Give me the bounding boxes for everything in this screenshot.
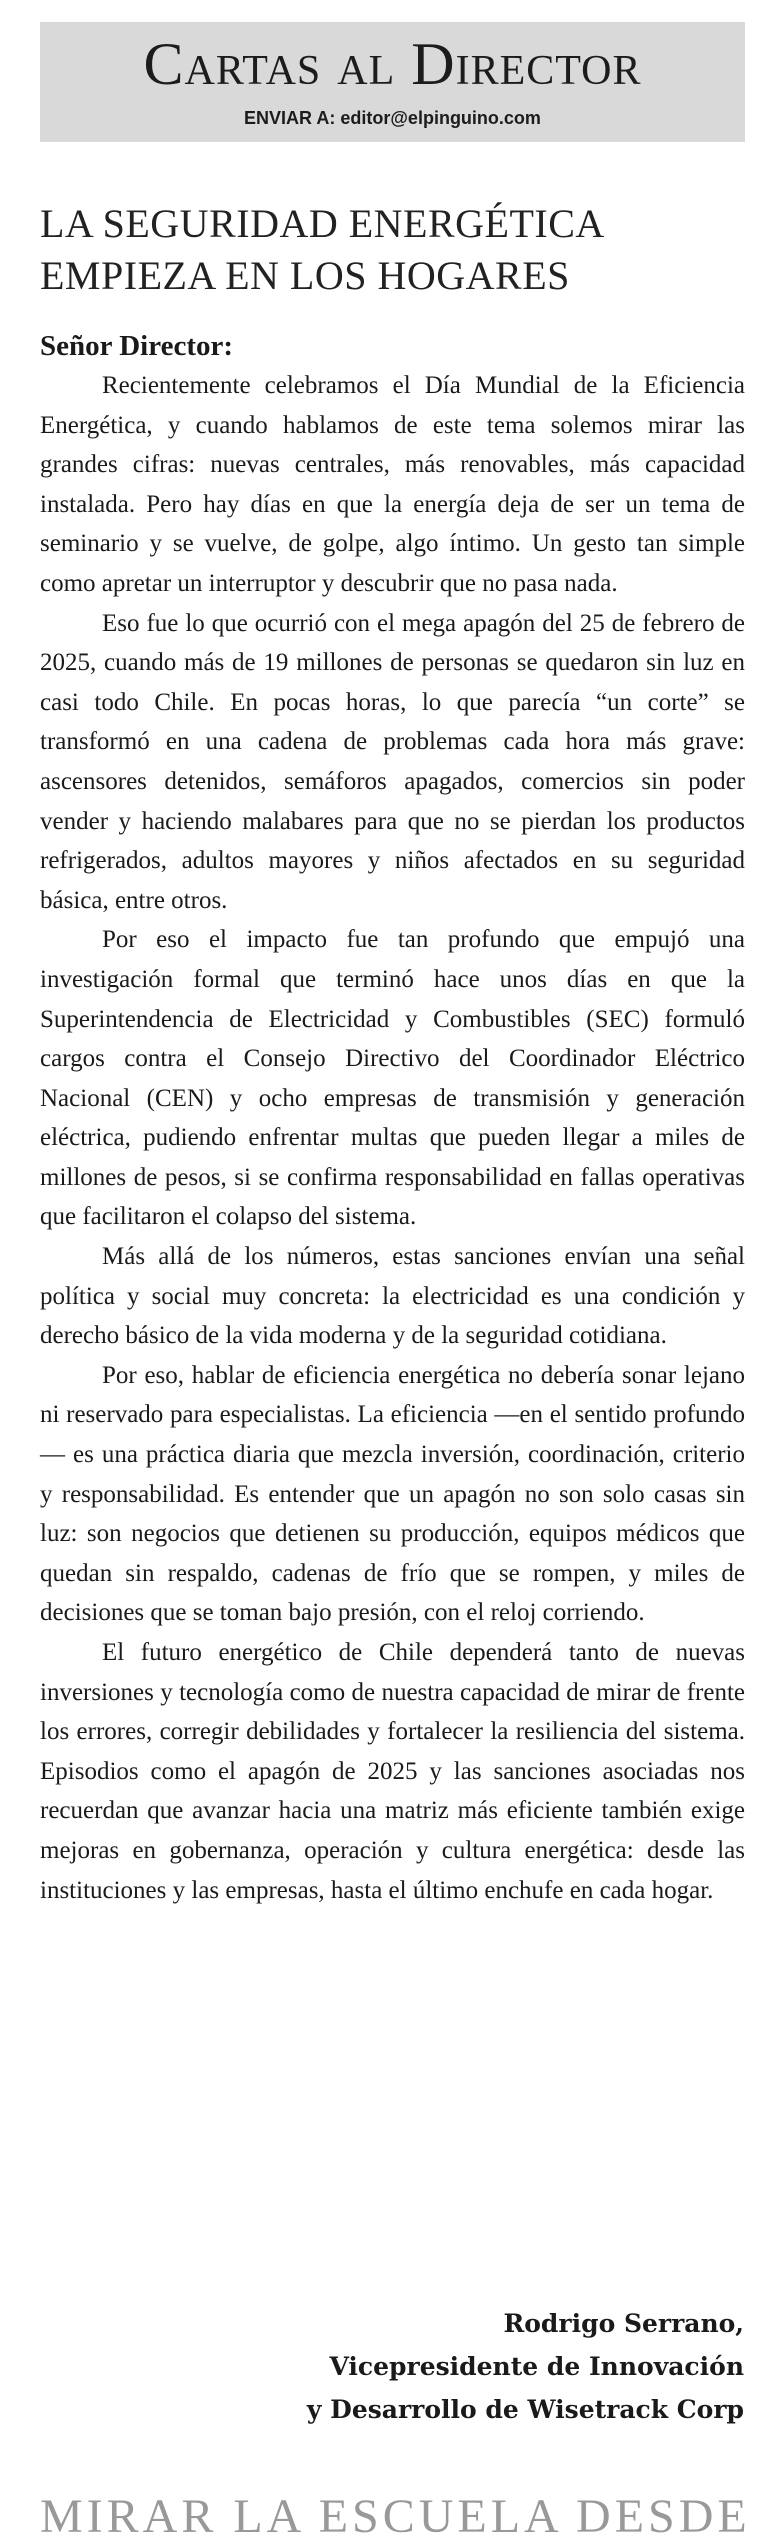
next-headline-text: MIRAR LA ESCUELA DESDE — [40, 2490, 751, 2543]
signature-role-line-2: y Desarrollo de Wisetrack Corp — [306, 2395, 744, 2424]
letter-title: LA SEGURIDAD ENERGÉTICA EMPIEZA EN LOS HOGARES — [40, 201, 603, 298]
paragraph: Por eso el impacto fue tan profundo que empujó una investigación formal que terminó hace unos días en que la Superintendencia de Electricidad y Combustibles (SEC) formuló cargos contra el Consejo Directivo del Coordinador Eléctrico Nacional (CEN) y ocho empresas de transmisión y generación eléctrica, pudiendo enfrentar multas que pueden llegar a miles de millones de pesos, si se confirma responsabilidad en fallas operativas que facilitaron el colapso del sistema. — [40, 926, 745, 1231]
paragraph: Más allá de los números, estas sanciones envían una señal política y social muy concreta: la electricidad es una condición y derecho básico de la vida moderna y de la seguridad cotidiana. — [40, 1243, 745, 1350]
signature — [307, 2302, 744, 2431]
paragraph: Por eso, hablar de eficiencia energética no debería sonar lejano ni reservado para especialistas. La eficiencia —en el sentido profundo— es una práctica diaria que mezcla inversión, coordinación, criterio y responsabilidad. Es entender que un apagón no son solo casas sin luz: son negocios que detienen su producción, equipos médicos que quedan sin respaldo, cadenas de frío que se rompen, y miles de decisiones que se toman bajo presión, con el reloj corriendo. — [40, 1361, 745, 1627]
paragraph: El futuro energético de Chile dependerá tanto de nuevas inversiones y tecnología como de nuestra capacidad de mirar de frente los errores, corregir debilidades y fortalecer la resiliencia del sistema. Episodios como el apagón de 2025 y las sanciones asociadas nos recuerdan que avanzar hacia una matriz más eficiente también exige mejoras en gobernanza, operación y cultura energética: desde las instituciones y las empresas, hasta el último enchufe en cada hogar. — [40, 1639, 745, 1904]
next-headline-cropped — [40, 2490, 751, 2543]
section-title: Cartas al Director — [143, 31, 642, 97]
signature-role-line-1: Vicepresidente de Innovación — [329, 2352, 744, 2381]
letter-body — [40, 366, 745, 1910]
paragraph: Eso fue lo que ocurrió con el mega apagón del 25 de febrero de 2025, cuando más de 19 millones de personas se quedaron sin luz en casi todo Chile. En pocas horas, lo que parecía “un corte” se transformó en una cadena de problemas cada hora más grave: ascensores detenidos, semáforos apagados, comercios sin poder vender y haciendo malabares para que no se pierdan los productos refrigerados, adultos mayores y niños afectados en su seguridad básica, entre otros. — [40, 609, 745, 914]
send-to-email: ENVIAR A: editor@elpinguino.com — [244, 108, 541, 128]
signature-name: Rodrigo Serrano, — [503, 2309, 744, 2338]
salutation: Señor Director: — [40, 330, 234, 362]
paragraph: Recientemente celebramos el Día Mundial de la Eficiencia Energética, y cuando hablamos de este tema solemos mirar las grandes cifras: nuevas centrales, más renovables, más capacidad instalada. Pero hay días en que la energía deja de ser un tema de seminario y se vuelve, de golpe, algo íntimo. Un gesto tan simple como apretar un interruptor y descubrir que no pasa nada. — [40, 372, 745, 597]
